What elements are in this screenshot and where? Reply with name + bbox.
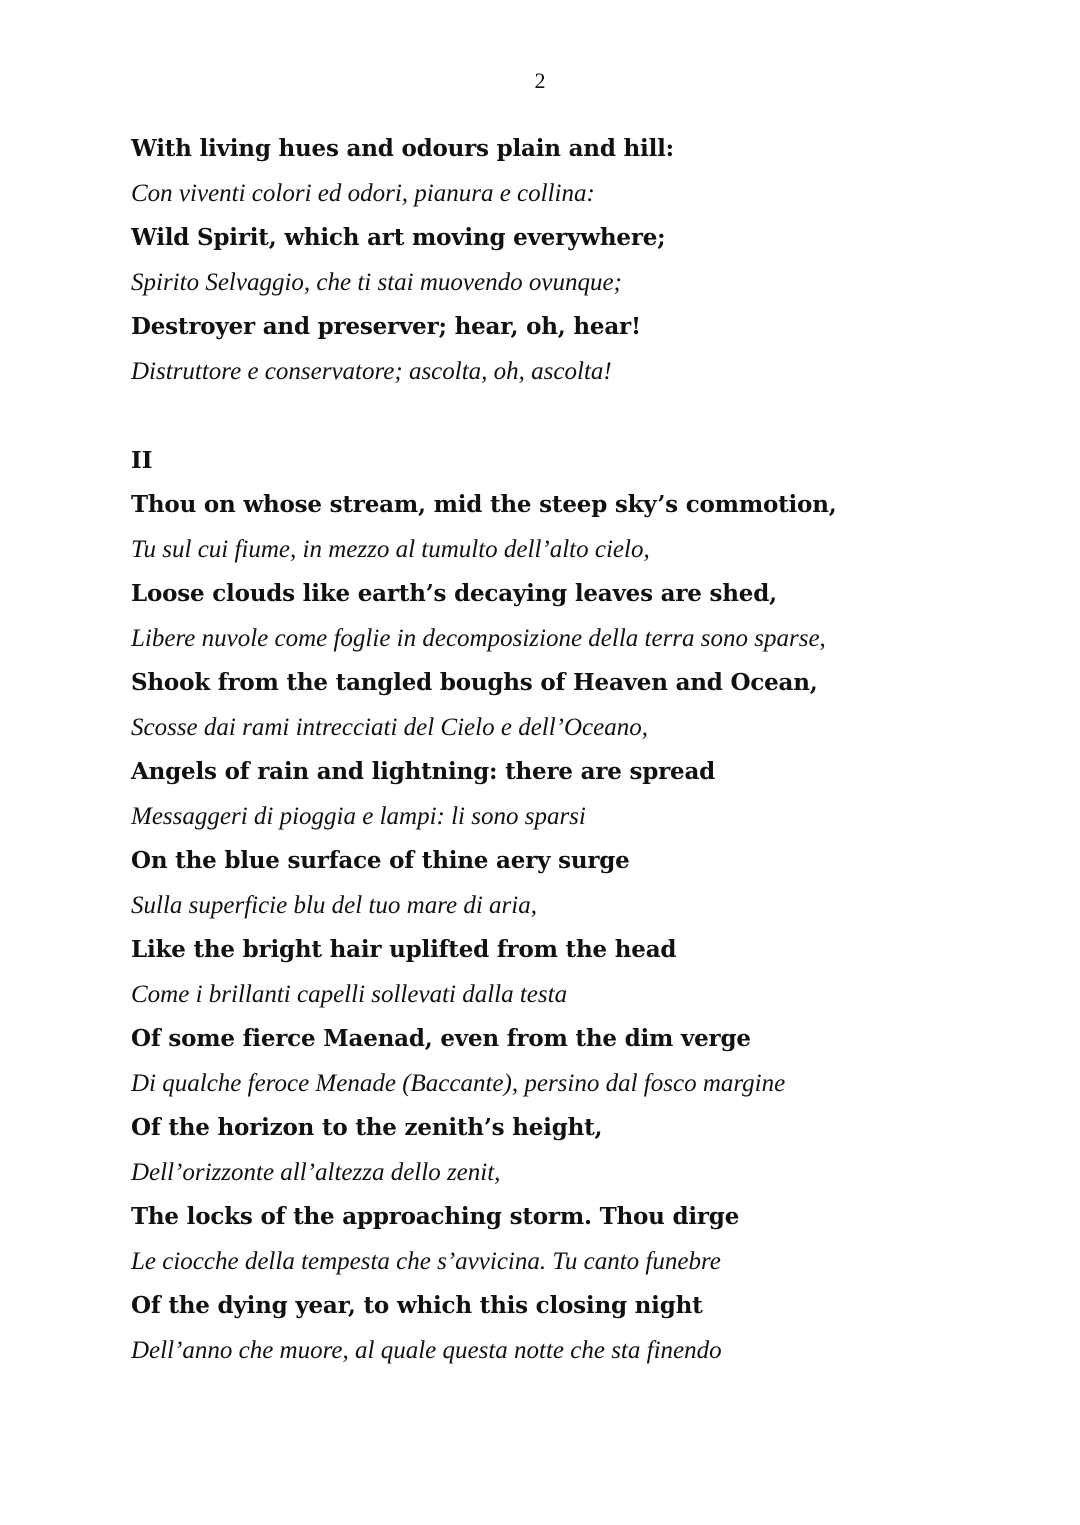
verse-line-italian: Con viventi colori ed odori, pianura e collina: bbox=[131, 179, 595, 207]
verse-line-italian: Distruttore e conservatore; ascolta, oh, ascolta! bbox=[131, 357, 612, 385]
stanza-gap bbox=[131, 394, 1031, 439]
verse-line-english: Loose clouds like earth’s decaying leaves are shed, bbox=[131, 580, 777, 607]
verse-line-italian: Le ciocche della tempesta che s’avvicina. Tu canto funebre bbox=[131, 1247, 721, 1275]
verse-line-english: The locks of the approaching storm. Thou dirge bbox=[131, 1203, 740, 1230]
verse-line-english: Shook from the tangled boughs of Heaven and Ocean, bbox=[131, 669, 818, 696]
section-heading: II bbox=[131, 446, 153, 474]
verse-line-italian: Di qualche feroce Menade (Baccante), persino dal fosco margine bbox=[131, 1069, 786, 1097]
verse-line-english: Wild Spirit, which art moving everywhere; bbox=[131, 224, 666, 251]
verse-line-italian: Come i brillanti capelli sollevati dalla testa bbox=[131, 980, 568, 1008]
verse-line-english: With living hues and odours plain and hill: bbox=[131, 135, 674, 162]
verse-line-italian: Dell’orizzonte all’altezza dello zenit, bbox=[131, 1158, 501, 1186]
verse-line-italian: Sulla superficie blu del tuo mare di aria, bbox=[131, 891, 537, 919]
verse-line-english: Of the dying year, to which this closing night bbox=[131, 1292, 703, 1319]
verse-line-english: Destroyer and preserver; hear, oh, hear! bbox=[131, 313, 641, 340]
verse-line-italian: Dell’anno che muore, al quale questa notte che sta finendo bbox=[131, 1336, 722, 1364]
verse-line-english: Like the bright hair uplifted from the head bbox=[131, 936, 677, 963]
verse-line-italian: Spirito Selvaggio, che ti stai muovendo ovunque; bbox=[131, 268, 622, 296]
verse-line-english: On the blue surface of thine aery surge bbox=[131, 847, 630, 874]
verse-line-english: Angels of rain and lightning: there are spread bbox=[131, 758, 716, 785]
verse-line-italian: Tu sul cui fiume, in mezzo al tumulto dell’alto cielo, bbox=[131, 535, 650, 563]
verse-line-italian: Libere nuvole come foglie in decomposizione della terra sono sparse, bbox=[131, 624, 826, 652]
poem-body bbox=[131, 127, 1031, 1373]
verse-line-english: Thou on whose stream, mid the steep sky’s commotion, bbox=[131, 491, 837, 518]
page-number: 2 bbox=[534, 68, 546, 93]
verse-line-italian: Scosse dai rami intrecciati del Cielo e dell’Oceano, bbox=[131, 713, 649, 741]
verse-line-english: Of some fierce Maenad, even from the dim verge bbox=[131, 1025, 751, 1052]
verse-line-english: Of the horizon to the zenith’s height, bbox=[131, 1114, 603, 1141]
verse-line-italian: Messaggeri di pioggia e lampi: li sono sparsi bbox=[131, 802, 586, 830]
